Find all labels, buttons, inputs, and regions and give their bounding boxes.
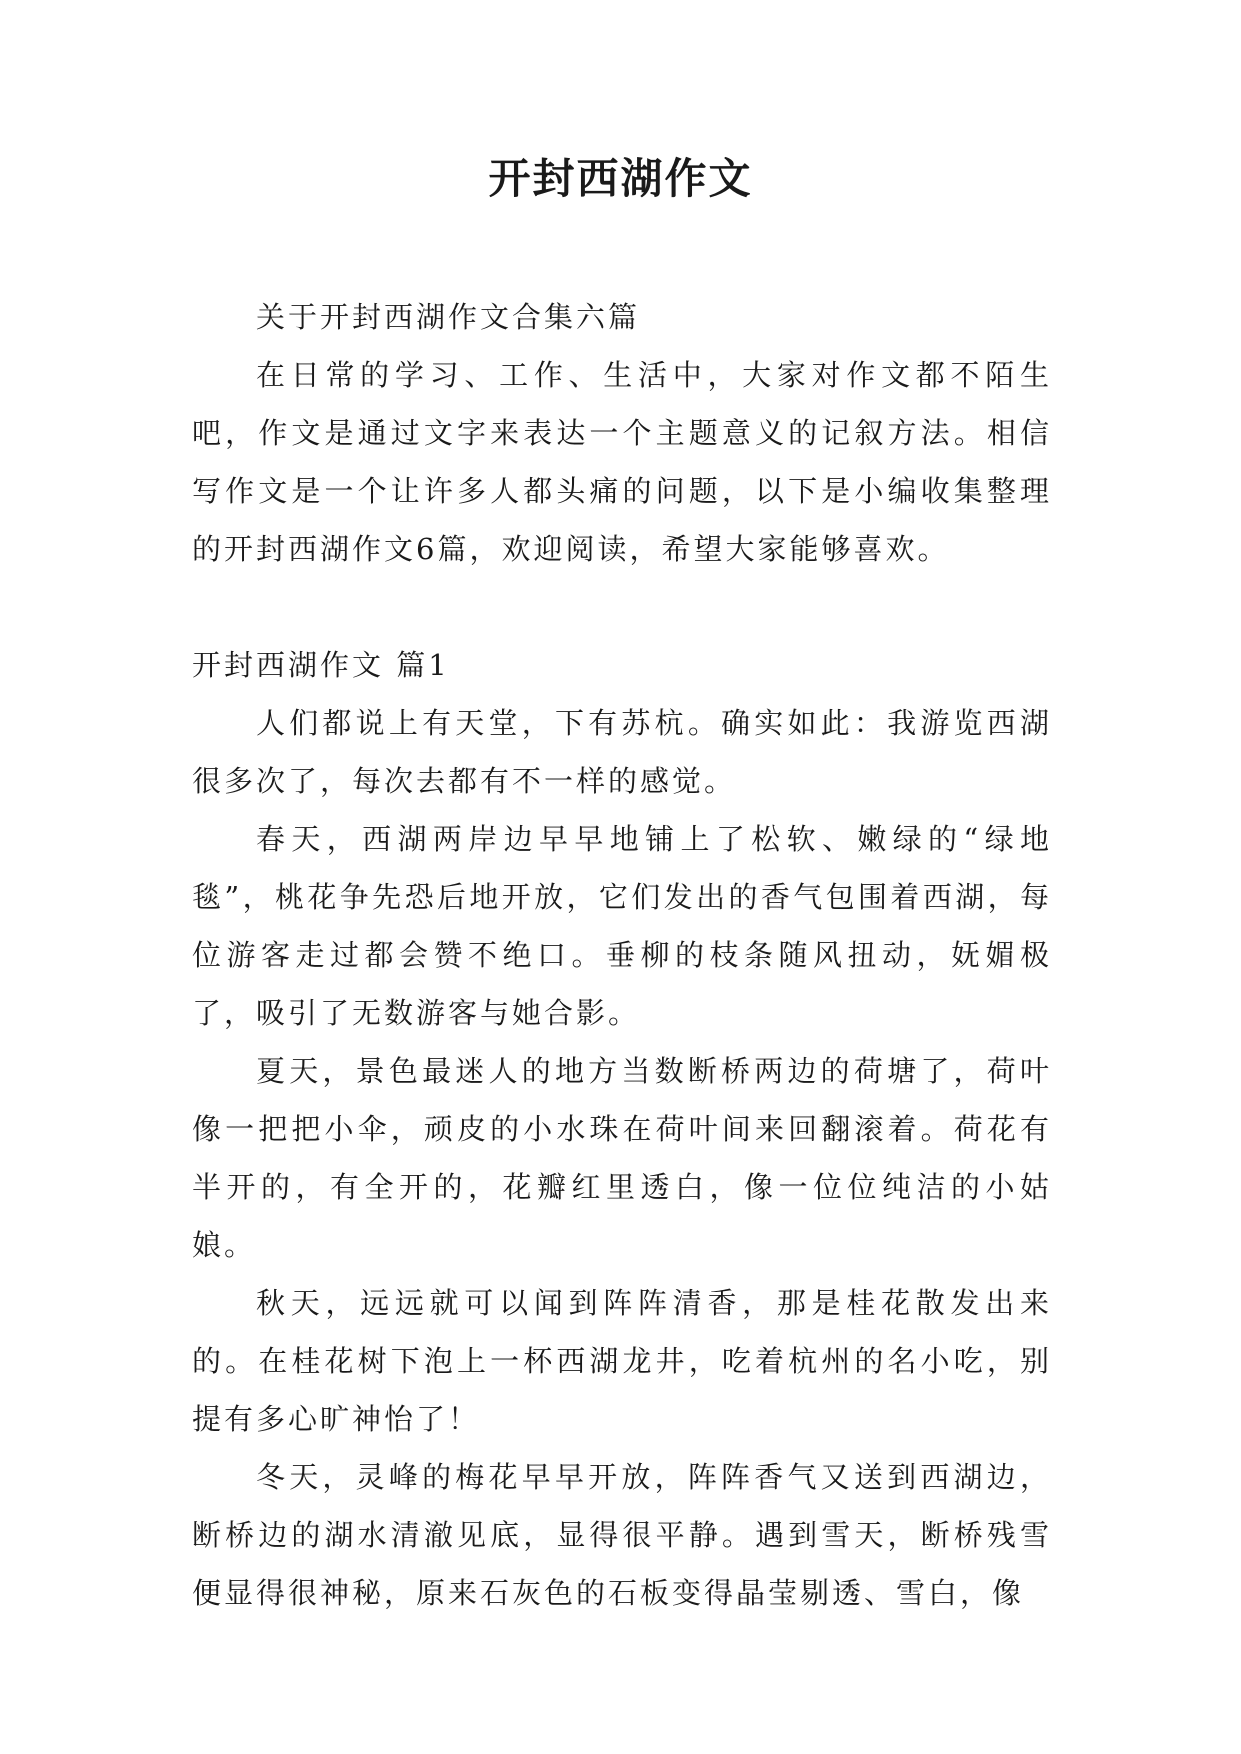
section-paragraph: 春天，西湖两岸边早早地铺上了松软、嫩绿的“绿地毯”，桃花争先恐后地开放，它们发出的香气包围着西湖，每位游客走过都会赞不绝口。垂柳的枝条随风扭动，妩媚极了，吸引了无数游客与她合影。 <box>192 822 1052 1030</box>
section-heading: 开封西湖作文 篇1 <box>192 648 450 682</box>
intro-heading: 关于开封西湖作文合集六篇 <box>256 300 641 334</box>
section-paragraph: 冬天，灵峰的梅花早早开放，阵阵香气又送到西湖边，断桥边的湖水清澈见底，显得很平静。遇到雪天，断桥残雪便显得很神秘，原来石灰色的石板变得晶莹剔透、雪白，像 <box>192 1460 1052 1610</box>
document-title: 开封西湖作文 <box>488 154 753 203</box>
document-body <box>192 288 1052 1622</box>
section-paragraph: 人们都说上有天堂，下有苏杭。确实如此：我游览西湖很多次了，每次去都有不一样的感觉。 <box>192 706 1052 798</box>
section-paragraph: 秋天，远远就可以闻到阵阵清香，那是桂花散发出来的。在桂花树下泡上一杯西湖龙井，吃着杭州的名小吃，别提有多心旷神怡了！ <box>192 1286 1052 1436</box>
intro-paragraph: 在日常的学习、工作、生活中，大家对作文都不陌生吧，作文是通过文字来表达一个主题意义的记叙方法。相信写作文是一个让许多人都头痛的问题，以下是小编收集整理的开封西湖作文6篇，欢迎阅读，希望大家能够喜欢。 <box>192 358 1052 566</box>
section-paragraph: 夏天，景色最迷人的地方当数断桥两边的荷塘了，荷叶像一把把小伞，顽皮的小水珠在荷叶间来回翻滚着。荷花有半开的，有全开的，花瓣红里透白，像一位位纯洁的小姑娘。 <box>192 1054 1052 1262</box>
section-gap <box>192 578 1052 636</box>
